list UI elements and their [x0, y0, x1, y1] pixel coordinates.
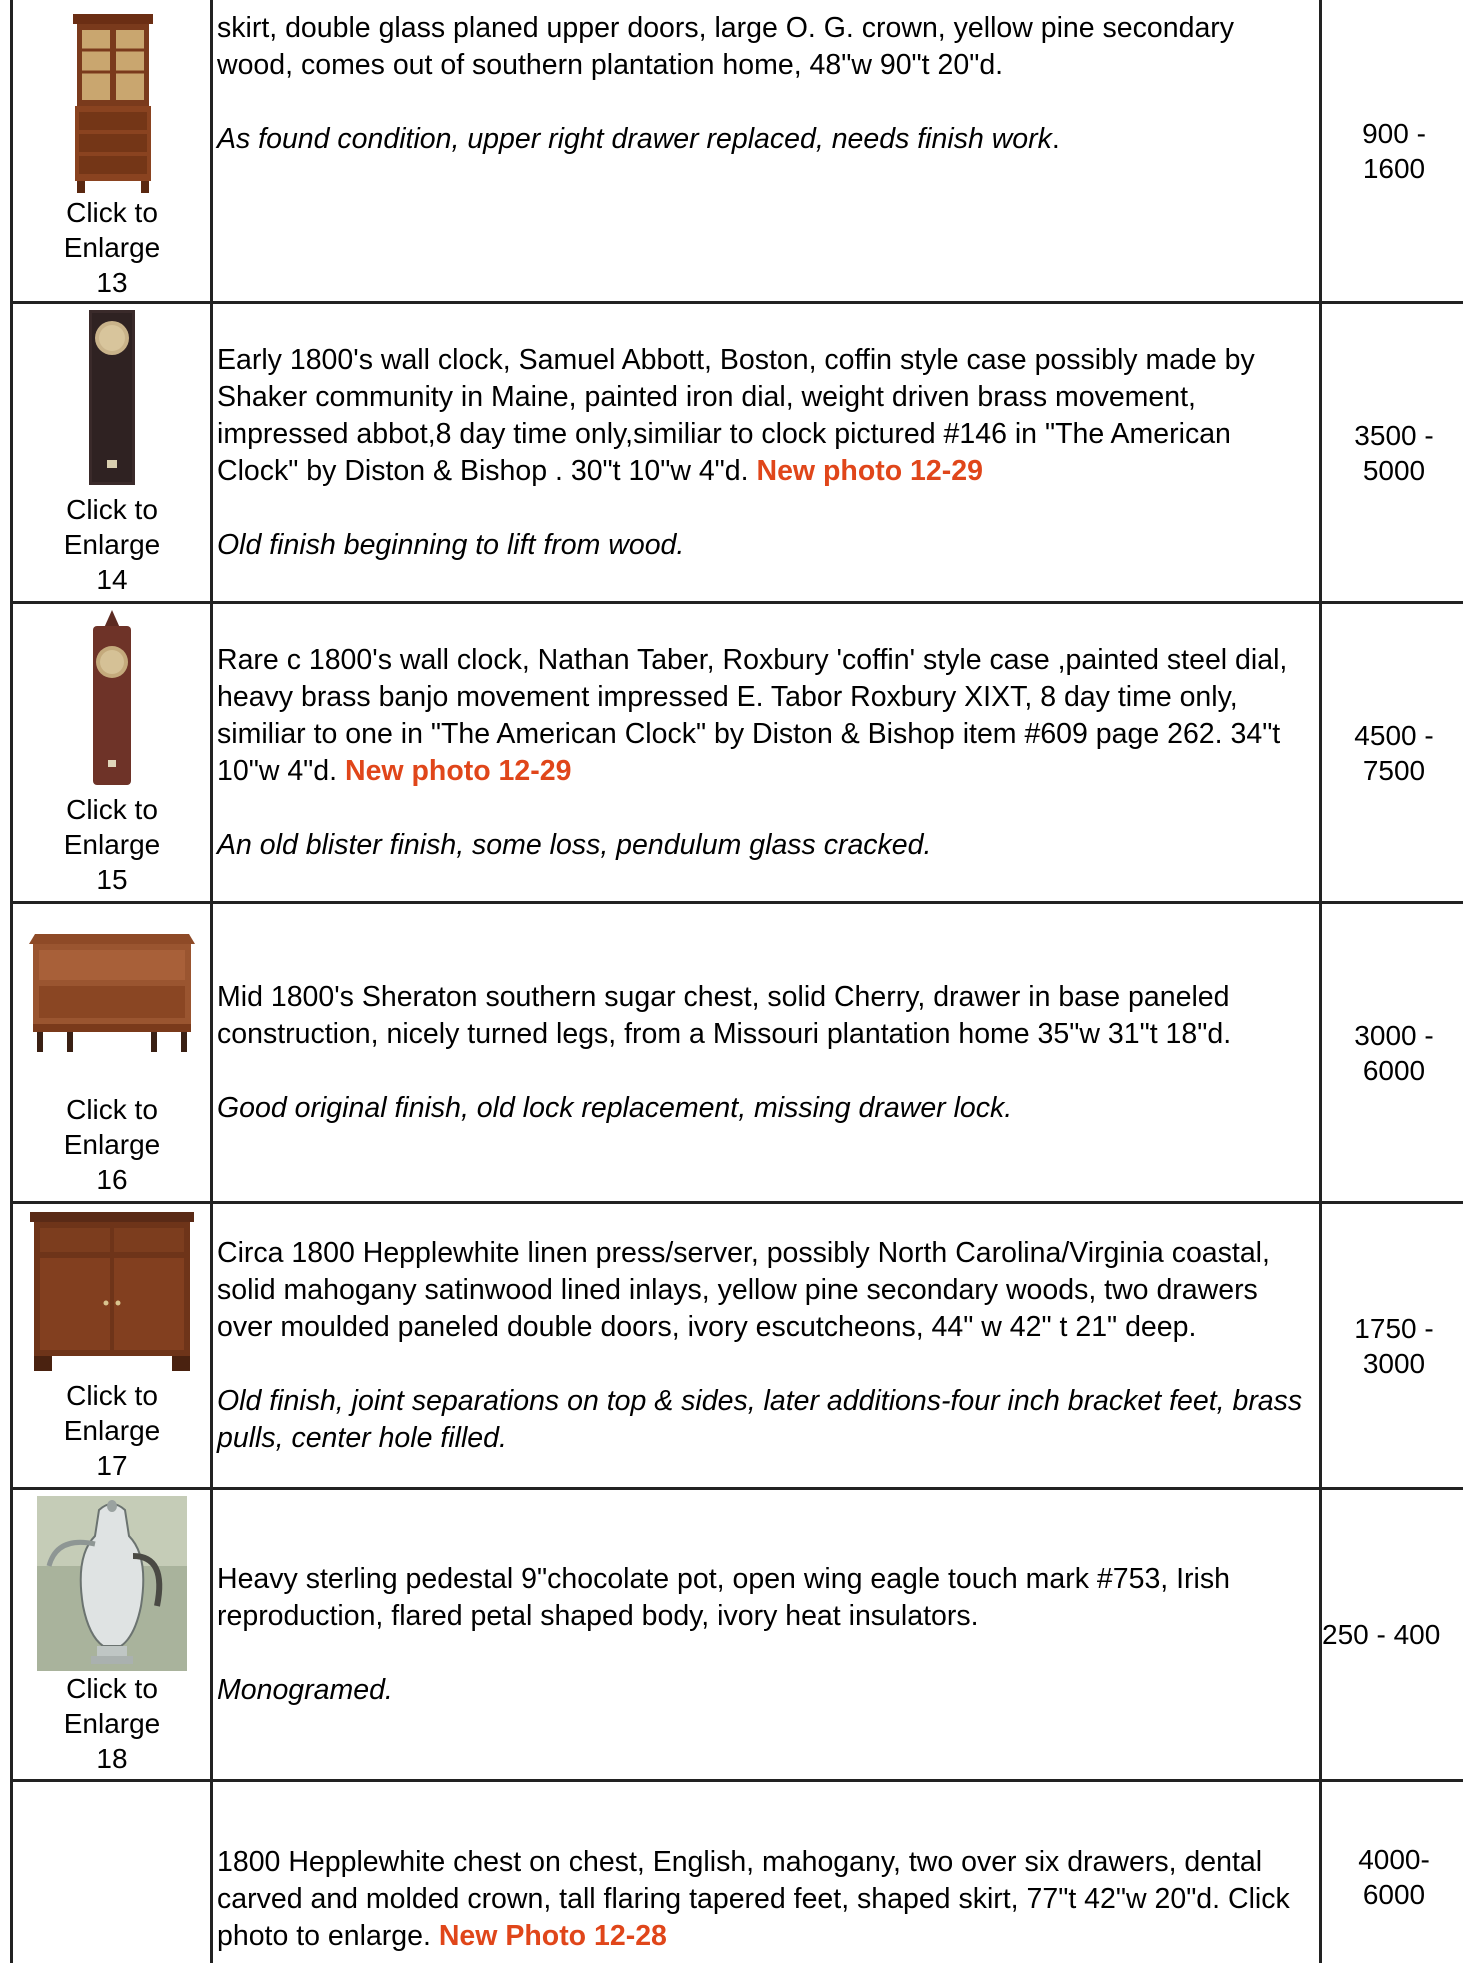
image-caption[interactable] — [64, 1092, 161, 1197]
item-price: 4500 - 7500 — [1354, 719, 1434, 786]
item-image-cell[interactable] — [18, 304, 206, 601]
item-price-cell — [1322, 1490, 1460, 1779]
image-caption[interactable] — [64, 1378, 161, 1483]
description-text: Early 1800's wall clock, Samuel Abbott, Boston, coffin style case possibly made by Shaker community in Maine, painted iron dial, weight driven brass movement, impressed abbot,8 day time only,similiar to clock pictured #146 in "The American Clock" by Diston & Bishop . 30"t 10"w 4"d. — [217, 343, 1255, 487]
description-text: 1800 Hepplewhite chest on chest, English, mahogany, two over six drawers, dental carved and molded crown, tall flaring tapered feet, shaped skirt, 77"t 42"w 20"d. Click photo to enlarge. — [217, 1846, 1290, 1952]
condition-text: Old finish beginning to lift from wood. — [217, 528, 685, 561]
item-image-cell[interactable] — [18, 904, 206, 1201]
item-price: 4000- 6000 — [1358, 1844, 1430, 1910]
item-price: 3000 - 6000 — [1354, 1019, 1434, 1086]
item-number: 15 — [96, 864, 128, 895]
item-description-cell — [217, 0, 1307, 301]
item-description — [217, 642, 1307, 790]
new-photo-note: New Photo 12-28 — [438, 1920, 667, 1952]
item-description — [217, 1235, 1307, 1346]
table-row — [0, 1204, 1463, 1487]
item-description-cell — [217, 1490, 1307, 1779]
item-condition — [217, 121, 1307, 158]
chocolate-pot-photo[interactable] — [18, 1490, 206, 1671]
item-price: 3500 - 5000 — [1354, 419, 1434, 486]
click-to-label[interactable]: Click to — [66, 1094, 158, 1125]
sugar-chest-photo[interactable] — [18, 904, 206, 1092]
table-row — [0, 604, 1463, 901]
description-text: Heavy sterling pedestal 9"chocolate pot, open wing eagle touch mark #753, Irish reproduction, flared petal shaped body, ivory heat insulators. — [217, 1562, 1230, 1632]
condition-text: Old finish, joint separations on top & sides, later additions-four inch bracket feet, brass pulls, center hole filled. — [217, 1384, 1303, 1454]
description-text: Circa 1800 Hepplewhite linen press/server, possibly North Carolina/Virginia coastal, solid mahogany satinwood lined inlays, yellow pine secondary woods, two drawers over moulded paneled double doors, ivory escutcheons, 44" w 42" t 21" deep. — [217, 1236, 1270, 1343]
item-image-cell[interactable] — [18, 1490, 206, 1779]
item-price: 1750 - 3000 — [1354, 1312, 1434, 1379]
image-caption[interactable] — [64, 792, 161, 897]
condition-suffix: . — [1051, 123, 1060, 155]
item-number: 13 — [96, 267, 128, 298]
enlarge-label[interactable]: Enlarge — [63, 1708, 161, 1739]
image-caption[interactable] — [64, 492, 161, 597]
image-caption[interactable] — [64, 1671, 161, 1776]
description-text: Rare c 1800's wall clock, Nathan Taber, Roxbury 'coffin' style case ,painted steel dial, heavy brass banjo movement impressed E. Tabor Roxbury XIXT, 8 day time only, similiar to one in "The American Clock" by Diston & Bishop item #609 page 262. 34"t 10"w 4"d. — [217, 643, 1288, 787]
item-condition — [217, 1672, 1307, 1709]
enlarge-label[interactable]: Enlarge — [63, 1415, 161, 1446]
item-number: 17 — [96, 1450, 128, 1481]
item-description — [217, 979, 1307, 1053]
enlarge-label[interactable]: Enlarge — [63, 529, 161, 560]
item-photo-placeholder[interactable] — [18, 1782, 206, 1963]
item-image-cell[interactable] — [18, 604, 206, 901]
table-row — [0, 0, 1463, 301]
coffin-wall-clock-photo[interactable] — [18, 604, 206, 792]
condition-text: An old blister finish, some loss, pendulum glass cracked. — [217, 828, 932, 861]
condition-text: Good original finish, old lock replacement, missing drawer lock. — [217, 1091, 1013, 1124]
item-image-cell[interactable] — [18, 1204, 206, 1487]
coffin-wall-clock-photo[interactable] — [18, 304, 206, 492]
click-to-label[interactable]: Click to — [66, 1380, 158, 1411]
new-photo-note: New photo 12-29 — [756, 454, 983, 487]
item-price-cell — [1325, 1204, 1463, 1487]
new-photo-note: New photo 12-29 — [344, 754, 572, 787]
table-row — [0, 904, 1463, 1201]
linen-press-photo[interactable] — [18, 1204, 206, 1378]
item-description — [217, 342, 1307, 490]
item-description-cell — [217, 604, 1307, 901]
click-to-label[interactable]: Click to — [66, 1673, 158, 1704]
item-image-cell[interactable] — [18, 0, 206, 301]
click-to-label[interactable]: Click to — [66, 794, 158, 825]
item-price-cell — [1325, 604, 1463, 901]
item-description-cell — [217, 1782, 1307, 1963]
item-description — [217, 1561, 1307, 1635]
item-condition — [217, 827, 1307, 864]
item-number: 14 — [96, 564, 128, 595]
item-price: 250 - 400 — [1322, 1619, 1441, 1650]
item-price: 900 - 1600 — [1362, 117, 1426, 184]
table-row — [0, 1782, 1463, 1963]
condition-text: Monogramed. — [217, 1673, 393, 1706]
item-price-cell — [1325, 0, 1463, 301]
item-condition — [217, 1090, 1307, 1127]
enlarge-label[interactable]: Enlarge — [63, 829, 161, 860]
table-row — [0, 304, 1463, 601]
table-row — [0, 1490, 1463, 1779]
item-description-cell — [217, 1204, 1307, 1487]
item-condition — [217, 1383, 1307, 1457]
item-description-cell — [217, 304, 1307, 601]
condition-text: As found condition, upper right drawer replaced, needs finish work — [217, 123, 1052, 155]
enlarge-label[interactable]: Enlarge — [63, 232, 161, 263]
item-price-cell — [1325, 1782, 1463, 1963]
enlarge-label[interactable]: Enlarge — [63, 1129, 161, 1160]
item-condition — [217, 527, 1307, 564]
item-description — [217, 1844, 1307, 1955]
item-description-cell — [217, 904, 1307, 1201]
click-to-label[interactable]: Click to — [66, 494, 158, 525]
item-number: 18 — [96, 1743, 128, 1774]
secretary-desk-photo[interactable] — [18, 0, 206, 195]
item-price-cell — [1325, 304, 1463, 601]
item-price-cell — [1325, 904, 1463, 1201]
item-image-cell[interactable] — [18, 1782, 206, 1963]
image-caption[interactable] — [64, 195, 161, 300]
item-number: 16 — [96, 1164, 128, 1195]
item-description — [217, 10, 1307, 84]
description-text: Mid 1800's Sheraton southern sugar chest, solid Cherry, drawer in base paneled construction, nicely turned legs, from a Missouri plantation home 35"w 31"t 18"d. — [217, 980, 1232, 1050]
description-text: skirt, double glass planed upper doors, large O. G. crown, yellow pine secondary wood, comes out of southern plantation home, 48"w 90"t 20"d. — [217, 12, 1235, 81]
click-to-label[interactable]: Click to — [66, 197, 158, 228]
